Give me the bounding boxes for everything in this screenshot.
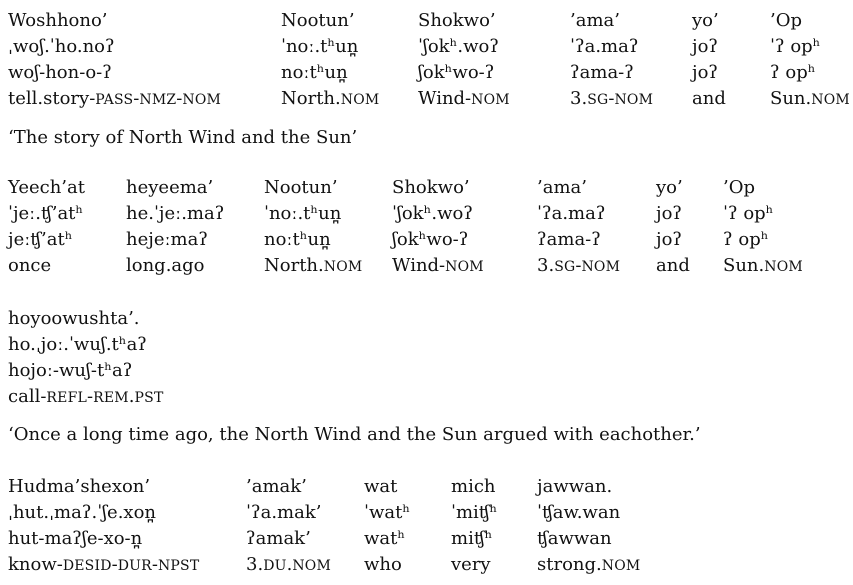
- word-cell: hut-maʔʃe-xo-n̪: [8, 528, 143, 549]
- word-cell: Hudma’shexon’: [8, 476, 151, 497]
- word-cell: joʔ: [656, 203, 683, 224]
- word-cell: ’ama’: [570, 10, 620, 31]
- word-cell: Yeech’at: [8, 177, 85, 198]
- gloss-cell: tell.story-PASS-NMZ-NOM: [8, 88, 222, 109]
- gloss-row-phonetic: [8, 201, 823, 227]
- gloss-cell: who: [364, 554, 402, 575]
- gloss-row-phonetic: [8, 332, 308, 358]
- gloss-cell: 3.DU.NOM: [246, 554, 332, 575]
- word-cell: ˈʔa.maʔ: [570, 36, 639, 57]
- word-cell: joʔ: [692, 36, 719, 57]
- word-cell: ʔama-ʔ: [570, 62, 634, 83]
- word-cell: ’amak’: [246, 476, 307, 497]
- word-cell: hejeːmaʔ: [126, 229, 208, 250]
- word-cell: ’ama’: [537, 177, 587, 198]
- word-cell: Woshhono’: [8, 10, 108, 31]
- gloss-row-phonetic: [8, 500, 667, 526]
- word-cell: joʔ: [656, 229, 683, 250]
- gloss-row-orthography: [8, 175, 823, 201]
- gloss-row-morphemes: [8, 526, 667, 552]
- gloss-row-glosses: [8, 253, 823, 280]
- word-cell: ˈwatʰ: [364, 502, 411, 523]
- word-cell: ˈʔa.maʔ: [537, 203, 606, 224]
- word-cell: ˈnoː.tʰun̪: [264, 203, 342, 224]
- gloss-cell: Wind-NOM: [392, 255, 484, 276]
- gloss-cell: call-REFL-REM.PST: [8, 386, 164, 407]
- word-cell: ʔamak’: [246, 528, 311, 549]
- word-cell: ˈmiʧʰ: [451, 502, 498, 523]
- word-cell: Nootun’: [264, 177, 338, 198]
- word-cell: ˈʔ opʰ: [770, 36, 821, 57]
- word-cell: noːtʰun̪: [264, 229, 331, 250]
- free-translation-1: ‘The story of North Wind and the Sun’: [8, 127, 358, 148]
- word-cell: he.ˈjeː.maʔ: [126, 203, 225, 224]
- word-cell: ˈjeː.ʧ’atʰ: [8, 203, 84, 224]
- gloss-block-3: [8, 306, 308, 411]
- gloss-cell: Sun.NOM: [723, 255, 803, 276]
- gloss-row-glosses: [8, 384, 308, 411]
- gloss-row-morphemes: [8, 227, 823, 253]
- word-cell: jeːʧ’atʰ: [8, 229, 73, 250]
- free-translation-3: ‘Once a long time ago, the North Wind and the Sun argued with eachother.’: [8, 424, 701, 445]
- gloss-row-glosses: [8, 86, 850, 113]
- gloss-cell: strong.NOM: [537, 554, 641, 575]
- gloss-row-orthography: [8, 474, 667, 500]
- word-cell: wat: [364, 476, 398, 497]
- gloss-cell: Wind-NOM: [418, 88, 510, 109]
- gloss-cell: Sun.NOM: [770, 88, 850, 109]
- word-cell: ʃokʰwo-ʔ: [418, 62, 495, 83]
- gloss-cell: know-DESID-DUR-NPST: [8, 554, 200, 575]
- word-cell: ˈʃokʰ.woʔ: [392, 203, 473, 224]
- word-cell: Nootun’: [281, 10, 355, 31]
- word-cell: ˈʔ opʰ: [723, 203, 774, 224]
- word-cell: woʃ-hon-o-ʔ: [8, 62, 112, 83]
- word-cell: Shokwo’: [392, 177, 470, 198]
- gloss-cell: very: [451, 554, 491, 575]
- gloss-cell: 3.SG-NOM: [537, 255, 621, 276]
- word-cell: ʃokʰwo-ʔ: [392, 229, 469, 250]
- gloss-cell: North.NOM: [281, 88, 380, 109]
- gloss-block-2: [8, 175, 823, 280]
- word-cell: ’Op: [723, 177, 756, 198]
- gloss-cell: long.ago: [126, 255, 205, 276]
- word-cell: Shokwo’: [418, 10, 496, 31]
- word-cell: watʰ: [364, 528, 406, 549]
- gloss-cell: and: [692, 88, 726, 109]
- gloss-cell: once: [8, 255, 52, 276]
- word-cell: joʔ: [692, 62, 719, 83]
- gloss-cell: and: [656, 255, 690, 276]
- word-cell: ’Op: [770, 10, 803, 31]
- word-cell: jawwan.: [537, 476, 613, 497]
- word-cell: ˌwoʃ.ˈho.noʔ: [8, 36, 115, 57]
- word-cell: ˌhut.ˌmaʔ.ˈʃe.xon̪: [8, 502, 156, 523]
- word-cell: ˈʧaw.wan: [537, 502, 621, 523]
- gloss-row-glosses: [8, 552, 667, 579]
- word-cell: hojoː-wuʃ-tʰaʔ: [8, 360, 133, 381]
- gloss-block-4: [8, 474, 667, 579]
- word-cell: ʔ opʰ: [770, 62, 816, 83]
- word-cell: yo’: [692, 10, 719, 31]
- gloss-row-orthography: [8, 8, 850, 34]
- gloss-row-phonetic: [8, 34, 850, 60]
- gloss-row-orthography: [8, 306, 308, 332]
- word-cell: ho.ˌjoː.ˈwuʃ.tʰaʔ: [8, 334, 147, 355]
- word-cell: noːtʰun̪: [281, 62, 348, 83]
- word-cell: ʧawwan: [537, 528, 612, 549]
- word-cell: ˈʔa.mak’: [246, 502, 322, 523]
- word-cell: miʧʰ: [451, 528, 493, 549]
- word-cell: ʔ opʰ: [723, 229, 769, 250]
- word-cell: ʔama-ʔ: [537, 229, 601, 250]
- gloss-row-morphemes: [8, 60, 850, 86]
- word-cell: ˈʃokʰ.woʔ: [418, 36, 499, 57]
- gloss-cell: 3.SG-NOM: [570, 88, 654, 109]
- word-cell: heyeema’: [126, 177, 214, 198]
- gloss-cell: North.NOM: [264, 255, 363, 276]
- gloss-block-1: [8, 8, 850, 113]
- word-cell: ˈnoː.tʰun̪: [281, 36, 359, 57]
- word-cell: yo’: [656, 177, 683, 198]
- gloss-row-morphemes: [8, 358, 308, 384]
- word-cell: mich: [451, 476, 496, 497]
- word-cell: hoyoowushta’.: [8, 308, 140, 329]
